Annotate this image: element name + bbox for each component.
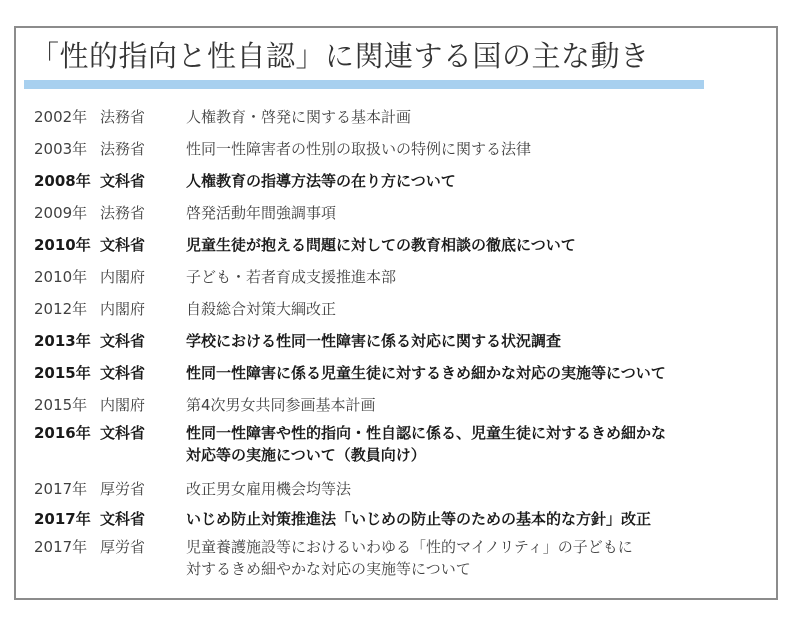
entry-ministry: 文科省 <box>100 236 146 254</box>
entry-year: 2009年 <box>34 204 88 222</box>
entry-text: 第4次男女共同参画基本計画 <box>186 396 376 414</box>
entry-text: 啓発活動年間強調事項 <box>186 204 337 222</box>
entry-year: 2017年 <box>34 510 91 528</box>
entry-text: 改正男女雇用機会均等法 <box>186 480 352 498</box>
entry-ministry: 内閣府 <box>100 396 146 414</box>
entry-ministry: 厚労省 <box>100 480 146 498</box>
entry-ministry: 法務省 <box>100 108 146 126</box>
entry-ministry: 法務省 <box>100 204 146 222</box>
entry-year: 2008年 <box>34 172 91 190</box>
entry-ministry: 文科省 <box>100 332 146 350</box>
entry-text: 自殺総合対策大綱改正 <box>186 300 337 318</box>
entry-year: 2016年 <box>34 424 91 442</box>
entry-text: いじめ防止対策推進法「いじめの防止等のための基本的な方針」改正 <box>186 510 652 528</box>
entry-ministry: 厚労省 <box>100 538 146 556</box>
entry-text: 子ども・若者育成支援推進本部 <box>186 268 397 286</box>
entry-ministry: 法務省 <box>100 140 146 158</box>
slide-title: 「性的指向と性自認」に関連する国の主な動き <box>30 39 650 73</box>
entry-text: 性同一性障害者の性別の取扱いの特例に関する法律 <box>186 140 532 158</box>
entry-year: 2002年 <box>34 108 88 126</box>
entry-year: 2012年 <box>34 300 88 318</box>
entry-year: 2013年 <box>34 332 91 350</box>
entry-year: 2003年 <box>34 140 88 158</box>
entry-text: 児童生徒が抱える問題に対しての教育相談の徹底について <box>186 236 576 254</box>
entry-year: 2015年 <box>34 364 91 382</box>
entry-ministry: 文科省 <box>100 510 146 528</box>
entry-text: 人権教育の指導方法等の在り方について <box>186 172 456 190</box>
entry-text: 児童養護施設等におけるいわゆる「性的マイノリティ」の子どもに 対するきめ細やかな対応の実施等について <box>186 538 633 578</box>
entry-year: 2015年 <box>34 396 88 414</box>
entry-ministry: 内閣府 <box>100 300 146 318</box>
entry-year: 2010年 <box>34 236 91 254</box>
entry-ministry: 文科省 <box>100 172 146 190</box>
entry-year: 2010年 <box>34 268 88 286</box>
entry-text: 学校における性同一性障害に係る対応に関する状況調査 <box>186 332 562 350</box>
entry-ministry: 文科省 <box>100 424 146 442</box>
entry-text: 性同一性障害に係る児童生徒に対するきめ細かな対応の実施等について <box>186 364 666 382</box>
entry-year: 2017年 <box>34 538 88 556</box>
entry-year: 2017年 <box>34 480 88 498</box>
entry-ministry: 内閣府 <box>100 268 146 286</box>
entry-text: 人権教育・啓発に関する基本計画 <box>186 108 412 126</box>
entry-text: 性同一性障害や性的指向・性自認に係る、児童生徒に対するきめ細かな 対応等の実施について（教員向け） <box>186 424 667 464</box>
entry-ministry: 文科省 <box>100 364 146 382</box>
